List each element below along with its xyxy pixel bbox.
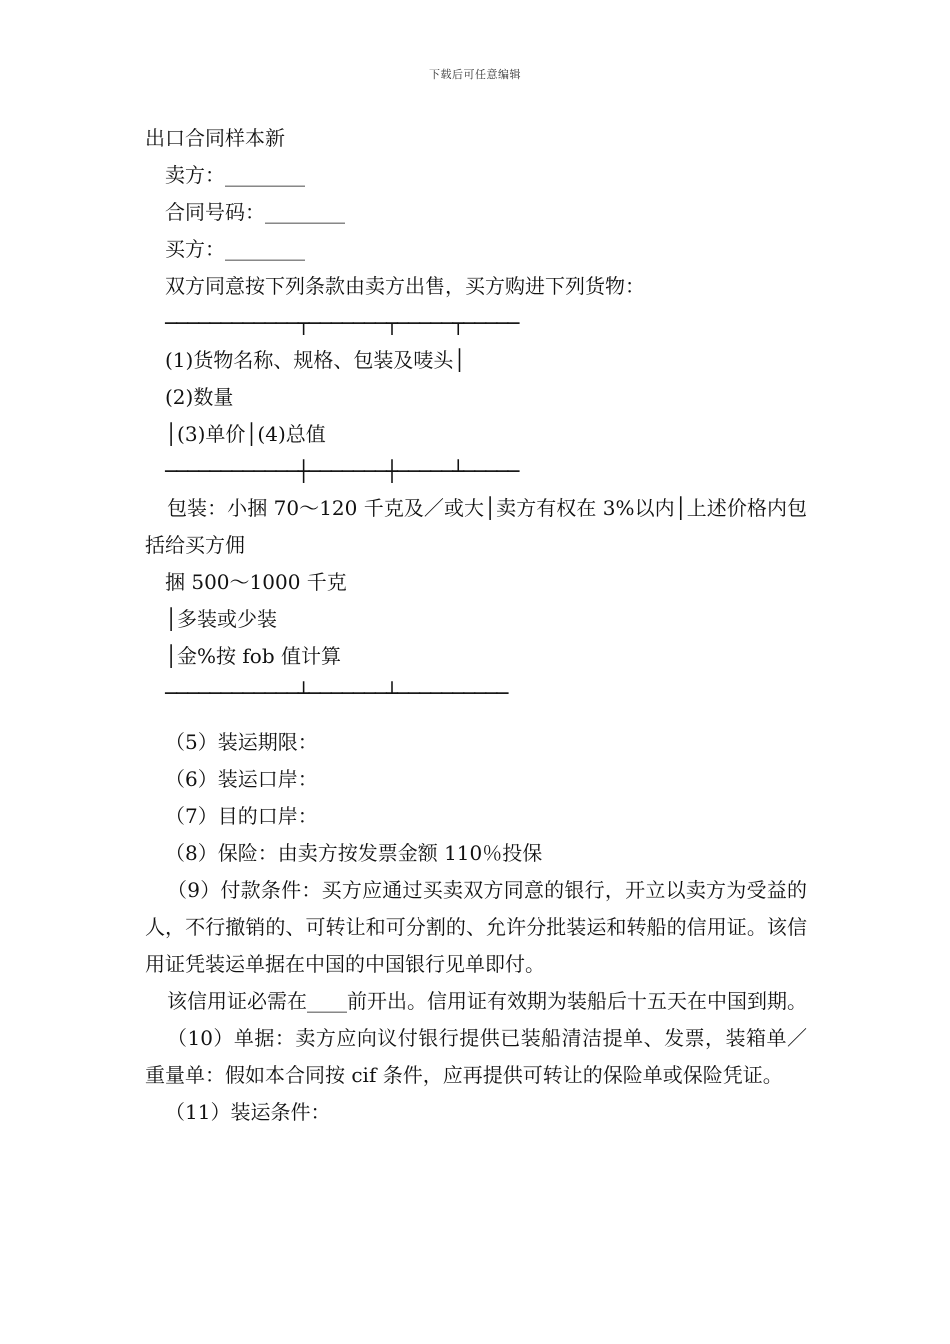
contract-document	[145, 120, 807, 1131]
seller-field: 卖方：________	[165, 163, 305, 187]
buyer-field: 买方：________	[165, 237, 305, 261]
term-payment: （9）付款条件：买方应通过买卖双方同意的银行，开立以卖方为受益的人，不行撤销的、可转让和可分割的、允许分批装运和转船的信用证。该信用证凭装运单据在中国的中国银行见单即付。	[145, 878, 807, 976]
table-header-price-total: │(3)单价│(4)总值	[165, 422, 326, 446]
term-shipment-period: （5）装运期限：	[165, 730, 318, 754]
term-documents: （10）单据：卖方应向议付银行提供已装船清洁提单、发票，装箱单／重量单：假如本合同按 cif 条件，应再提供可转让的保险单或保险凭证。	[145, 1026, 807, 1087]
term-insurance: （8）保险：由卖方按发票金额 110％投保	[165, 841, 543, 865]
contract-number-field: 合同号码：________	[165, 200, 345, 224]
page-header: 下载后可任意编辑	[429, 68, 521, 81]
lc-note: 该信用证必需在____前开出。信用证有效期为装船后十五天在中国到期。	[167, 989, 807, 1013]
table-header-quantity: (2)数量	[165, 385, 234, 409]
term-shipping-conditions: （11）装运条件：	[165, 1100, 331, 1124]
more-or-less-clause: │多装或少装	[165, 607, 278, 631]
term-destination-port: （7）目的口岸：	[165, 804, 318, 828]
term-loading-port: （6）装运口岸：	[165, 767, 318, 791]
commission-clause: │金%按 fob 值计算	[165, 644, 342, 668]
table-rule-bottom: ────────────┴───────┴──────────	[165, 681, 508, 705]
intro-paragraph: 双方同意按下列条款由卖方出售，买方购进下列货物：	[165, 274, 645, 298]
table-rule-top: ────────────┬───────┬─────┬─────	[165, 311, 519, 335]
table-rule-middle: ────────────┼───────┼─────┴─────	[165, 459, 519, 483]
document-title: 出口合同样本新	[145, 126, 285, 150]
table-header-goods: (1)货物名称、规格、包装及唛头│	[165, 348, 466, 372]
packing-row: 包装：小捆 70～120 千克及／或大│卖方有权在 3%以内│上述价格内包括给买方佣	[145, 496, 807, 557]
bundle-weight: 捆 500～1000 千克	[165, 570, 347, 594]
